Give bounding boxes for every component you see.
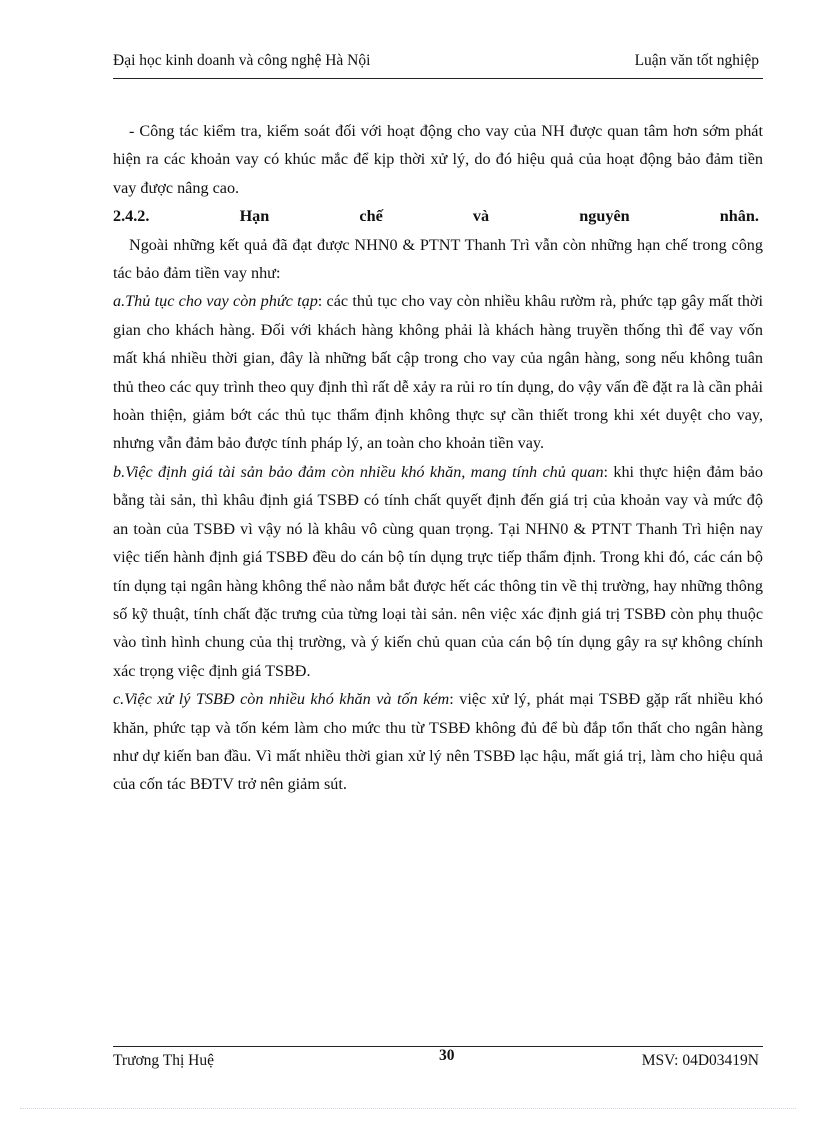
paragraph-item-a [113, 287, 763, 457]
heading-word-2: chế [359, 207, 383, 226]
paragraph-item-b [113, 458, 763, 685]
footer-student-id: MSV: 04D03419N [641, 1052, 759, 1069]
page-body [113, 117, 763, 799]
heading-word-5: nhân. [719, 207, 759, 226]
page-header [113, 52, 763, 78]
item-c-title: c.Việc xử lý TSBĐ còn nhiều khó khăn và tốn kém [113, 690, 450, 709]
paragraph-inspection: - Công tác kiểm tra, kiểm soát đối với hoạt động cho vay của NH được quan tâm hơn sớm phát hiện ra các khoản vay có khúc mắc để kịp thời xử lý, do đó hiệu quả của hoạt động bảo đảm tiền vay được nâng cao. [113, 122, 763, 197]
item-b-title: b.Việc định giá tài sản bảo đảm còn nhiều khó khăn, mang tính chủ quan [113, 462, 604, 481]
page-footer [113, 1047, 763, 1076]
item-b-text: : khi thực hiện đảm bảo bằng tài sản, thì khâu định giá TSBĐ có tính chất quyết định đến giá trị của khoản vay và mức độ an toàn của TSBĐ vì vậy nó là khâu vô cùng quan trọng. Tại NHN0 & PTNT Thanh Trì hiện nay việc tiến hành định giá TSBĐ đều do cán bộ tín dụng trực tiếp thẩm định. Trong khi đó, các cán bộ tín dụng tại ngân hàng không thể nào nắm bắt được hết các thông tin về thị trường, hay những thông số kỹ thuật, tính chất đặc trưng của từng loại tài sản. nên việc xác định giá trị TSBĐ còn phụ thuộc vào tình hình chung của thị trường, và ý kiến chủ quan của cán bộ tín dụng gây ra sự không chính xác trọng việc định giá TSBĐ. [113, 462, 764, 680]
footer-author: Trương Thị Huệ [113, 1052, 214, 1069]
header-rule [113, 78, 763, 79]
item-a-text: : các thủ tục cho vay còn nhiều khâu rườm rà, phức tạp gây mất thời gian cho khách hàng. Đối với khách hàng không phải là khách hàng truyền thống thì để vay vốn mất khá nhiều thời gian, đây là những bất cập trong cho vay của ngân hàng, song nếu không tuân thủ theo các quy trình theo quy định thì rất dễ xảy ra rủi ro tín dụng, do vậy vấn đề đặt ra là cần phải hoàn thiện, giảm bớt các thủ tục thẩm định không thực sự cần thiết trong khi xét duyệt cho vay, nhưng vẫn đảm bảo được tính pháp lý, an toàn cho khoản tiền vay. [113, 292, 764, 453]
section-heading [113, 202, 763, 230]
footer-page-number: 30 [439, 1047, 455, 1064]
heading-word-4: nguyên [579, 207, 630, 226]
header-doc-type: Luận văn tốt nghiệp [634, 52, 759, 69]
paragraph-intro: Ngoài những kết quả đã đạt được NHN0 & PTNT Thanh Trì vẫn còn những hạn chế trong công tác bảo đảm tiền vay như: [113, 235, 763, 283]
page-edge-divider [20, 1108, 796, 1109]
section-number: 2.4.2. [113, 207, 150, 226]
footer-rule [113, 1046, 763, 1047]
heading-word-3: và [472, 207, 490, 226]
item-c-text: : việc xử lý, phát mại TSBĐ gặp rất nhiều khó khăn, phức tạp và tốn kém làm cho mức thu từ TSBĐ không đủ để bù đắp tổn thất cho ngân hàng như dự kiến ban đầu. Vì mất nhiều thời gian xử lý nên TSBĐ lạc hậu, mất giá trị, làm cho hiệu quả của cốn tác BĐTV trở nên giảm sút. [113, 690, 763, 794]
paragraph-item-c [113, 685, 763, 799]
header-institution: Đại học kinh doanh và công nghệ Hà Nội [113, 52, 371, 69]
heading-word-1: Hạn [239, 207, 270, 226]
item-a-title: a.Thủ tục cho vay còn phức tạp [113, 292, 318, 311]
